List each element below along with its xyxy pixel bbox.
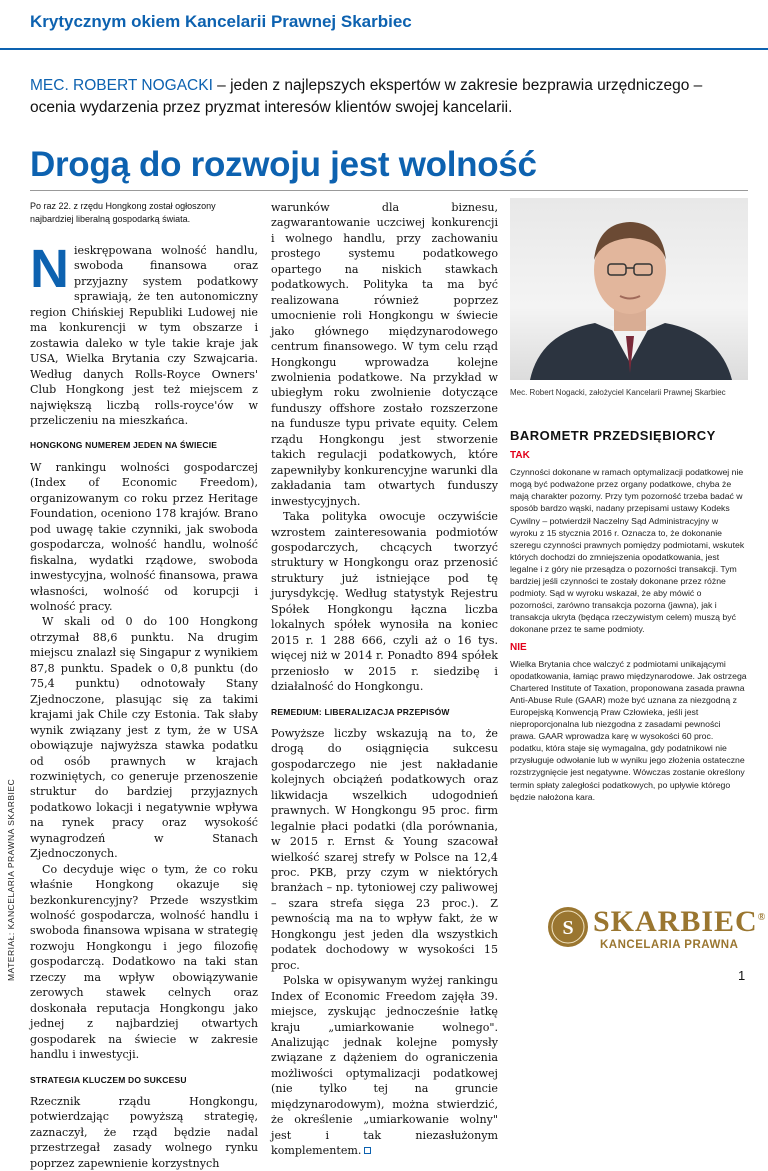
author-photo bbox=[510, 198, 748, 380]
logo-name-text: SKARBIEC bbox=[593, 905, 758, 938]
no-label: NIE bbox=[510, 641, 527, 653]
logo-name bbox=[593, 905, 766, 939]
subheading: HONGKONG NUMEREM JEDEN NA ŚWIECIE bbox=[30, 440, 218, 451]
page-number: 1 bbox=[738, 968, 746, 983]
section-title: Krytycznym okiem Kancelarii Prawnej Skarbiec bbox=[30, 12, 412, 31]
logo-monogram: S bbox=[562, 917, 574, 939]
drop-cap: N bbox=[30, 239, 69, 299]
logo-subtitle: KANCELARIA PRAWNA bbox=[600, 939, 739, 951]
paragraph: Taka polityka owocuje oczywiście wzrostem zainteresowania podmiotów gospodarczych, chcących tworzyć struktury w Hongkongu oraz przenosić struktury już istniejące pod tę jurysdykcję. Według statystyk Rejestru Spółek Hongkongu łączna liczba lokalnych spółek wynosiła na koniec 2015 r. 1 288 666, czyli aż o 16 tys. więcej niż w 2014 r. Ponadto 894 spółek przeniosło w 2015 r. siedzibę i działalność do Hongkongu. bbox=[271, 510, 498, 694]
headline-divider bbox=[30, 190, 748, 191]
sidebar-barometer bbox=[510, 430, 748, 805]
lead-text: – jeden z najlepszych ekspertów w zakresie bezprawia urzędniczego – ocenia wydarzenia przez pryzmat interesów klientów swojej kancelarii. bbox=[30, 77, 703, 116]
article-headline: Drogą do rozwoju jest wolność bbox=[30, 145, 537, 184]
subheading: REMEDIUM: LIBERALIZACJA PRZEPISÓW bbox=[271, 706, 450, 717]
vertical-credit: MATERIAŁ: KANCELARIA PRAWNA SKARBIEC bbox=[6, 778, 16, 981]
subheading: STRATEGIA KLUCZEM DO SUKCESU bbox=[30, 1074, 187, 1085]
article-column-2 bbox=[271, 200, 498, 1159]
skarbiec-logo bbox=[545, 902, 767, 954]
sidebar-title: BAROMETR PRZEDSIĘBIORCY bbox=[510, 428, 716, 443]
no-text: Wielka Brytania chce walczyć z podmiotami unikającymi opodatkowania, łamiąc prawo międzynarodowe. Jak ostrzega Chartered Institute of Taxation, proponowana zasada prawna Anti-Abuse Rule (GAAR) może być uznana za niezgodną z Europejską Konwencją Praw Człowieka, jeśli jest nieproporcjonalna lub niezgodna z zasadami pewności prawa. GAAR wprowadza karę w wysokości 60 proc. podatku, która staje się wymagalna, gdy podatnikowi nie przysługuje odwołanie lub w wyniku jego złożenia ostateczne rozstrzygnięcie jest negatywne. Wówczas zostanie określony termin spłaty zaległości podatkowych, po upływie którego będzie nałożona kara. bbox=[510, 658, 747, 802]
paragraph: Co decyduje więc o tym, że co roku właśnie Hongkong okazuje się bezkonkurencyjny? Przede wszystkim wolność gospodarcza, wolność handlu i swoboda finansowa wpisana w strategię rozwoju Hongkongu i jego filozofię gospodarczą. Dodatkowo na taki stan rzeczy ma wpływ obowiązywanie zerowych stawek celnych oraz doskonała reputacja Hongkongu jako jednej z najbardziej otwartych gospodarek na świecie w zakresie handlu i inwestycji. bbox=[30, 862, 258, 1062]
portrait-illustration bbox=[510, 198, 748, 380]
logo-emblem-icon bbox=[547, 906, 589, 948]
article-column-1 bbox=[30, 200, 258, 1171]
first-paragraph bbox=[30, 239, 258, 428]
yes-text: Czynności dokonane w ramach optymalizacji podatkowej nie mogą być podważone przez organy podatkowe, chyba że mają charakter pozorny. Przy tym pozorność trzeba badać w sposób bardzo wąski, nadany przepisami ustawy Kodeks Cywilny – potwierdził Naczelny Sąd Administracyjny w wyroku z 15 stycznia 2016 r. Oznacza to, że dokonanie szeregu czynności prawnych pomiędzy podmiotami, wskutek których dochodzi do zmniejszenia opodatkowania, jest legalne i z góry nie przesądza o pozorności transakcji. Tym bardziej jeśli czynności te zostały dokonane przez różne podmioty. Sąd w wyroku wskazał, że aby mówić o pozorności, zarówno transakcja pozorna (jawna), jak i transakcja ukryta (będąca rzeczywistym celem) muszą być dokonane przez te same podmioty. bbox=[510, 467, 745, 635]
article-intro: Po raz 22. z rzędu Hongkong został ogłoszony najbardziej liberalną gospodarką świata. bbox=[30, 201, 216, 224]
photo-caption: Mec. Robert Nogacki, założyciel Kancelarii Prawnej Skarbiec bbox=[510, 388, 726, 397]
paragraph-text: Polska w opisywanym wyżej rankingu Index of Economic Freedom zajęła 39. miejsce, zyskując jednocześnie łatkę kraju „umiarkowanie wolnego". Analizując jednak kolejne pomysły związane z dążeniem do ograniczenia możliwości optymalizacji podatkowej (nie tylko tej na gruncie międzynarodowym), można stwierdzić, że określenie „umiarkowanie wolny" jest i tak niezasłużonym komplementem. bbox=[271, 974, 498, 1158]
lead-paragraph bbox=[30, 75, 745, 119]
paragraph: ieskrępowana wolność handlu, swoboda finansowa oraz przyjazny system podatkowy sprawiają, że ten autonomiczny region Chińskiej Republiki Ludowej nie ma konkurencji w tym obszarze i zostawia daleko w tyle takie kraje jak USA, Wielka Brytania czy Szwajcaria. Według danych Rolls-Royce Owners' Club Hongkong jest też miejscem z największą liczbą rolls-royce'ów w przeliczeniu na mieszkańca. bbox=[30, 244, 258, 427]
paragraph: Powyższe liczby wskazują na to, że drogą do osiągnięcia sukcesu gospodarczego nie jest nakładanie kolejnych obciążeń podatkowych oraz likwidacja wszelkich udogodnień prawnych. W Hongkongu 95 proc. firm legalnie płaci podatki (dla porównania, w 2015 r. Ernst & Young szacował wielkość szarej strefy w Polsce na 12,4 proc. PKB, przy czym w niektórych branżach – np. tytoniowej czy paliwowej – szara strefa sięga 23 proc.). Z pewnością ma na to wpływ fakt, że w Hongkongu jest jeden dla wszystkich podatek dochodowy w wysokości 15 proc. bbox=[271, 726, 498, 972]
lead-author: MEC. ROBERT NOGACKI bbox=[30, 77, 213, 94]
paragraph: warunków dla biznesu, zagwarantowanie uczciwej konkurencji i wolnego handlu, przy zachowaniu prostego systemu podatkowego opartego na niskich stawkach podatkowych. Polityka ta ma być realizowana również poprzez umocnienie roli Hongkongu w świecie jako głównego międzynarodowego centrum finansowego. W tym celu rząd Hongkongu wprowadza kolejne zwolnienia podatkowe. Na przykład w ubiegłym roku zwolnienie dotyczące funduszy offshore zostało rozszerzone na fundusze typu private equity. Celem rządu Hongkongu jest stworzenie takich regulacji podatkowych, które zapewniłyby konkurencyjne warunki dla zakładania tam otwartych funduszy inwestycyjnych. bbox=[271, 201, 498, 508]
end-of-article-icon bbox=[364, 1147, 371, 1154]
paragraph bbox=[271, 973, 498, 1158]
header-rule bbox=[0, 48, 768, 50]
paragraph: Rzecznik rządu Hongkongu, potwierdzając powyższą strategię, zaznaczył, że rząd będzie nadal przestrzegał zasady wolnego rynku poprzez zapewnienie korzystnych bbox=[30, 1095, 258, 1170]
paragraph: W skali od 0 do 100 Hongkong otrzymał 88,6 punktu. Na drugim miejscu znalazł się Singapur z wynikiem 87,8 punktu. Spadek o 0,8 punktu (do 75,4 punktu) odnotowały Stany Zjednoczone, plasując się za takimi krajami jak Chile czy Estonia. Tak słaby wynik związany jest z tym, że w USA obowiązuje najwyższa stawka podatku od osób prawnych w krajach rozwiniętych, co generuje przenoszenie struktur do bardziej przyjaznych podatkowo lokacji i negatywnie wpływa na rynek pracy oraz wysokość wynagrodzeń w Stanach Zjednoczonych. bbox=[30, 615, 258, 861]
registered-mark: ® bbox=[757, 912, 767, 923]
paragraph: W rankingu wolności gospodarczej (Index of Economic Freedom), organizowanym co roku przez Heritage Foundation, oceniono 178 krajów. Brano pod uwagę takie czynniki, jak swoboda gospodarcza, wolność handlu, wolność fiskalna, wydatki rządowe, swoboda inwestycyjna, wolność finansowa, prawa własności, wolność od korupcji i wolność pracy. bbox=[30, 460, 258, 613]
yes-label: TAK bbox=[510, 450, 530, 462]
